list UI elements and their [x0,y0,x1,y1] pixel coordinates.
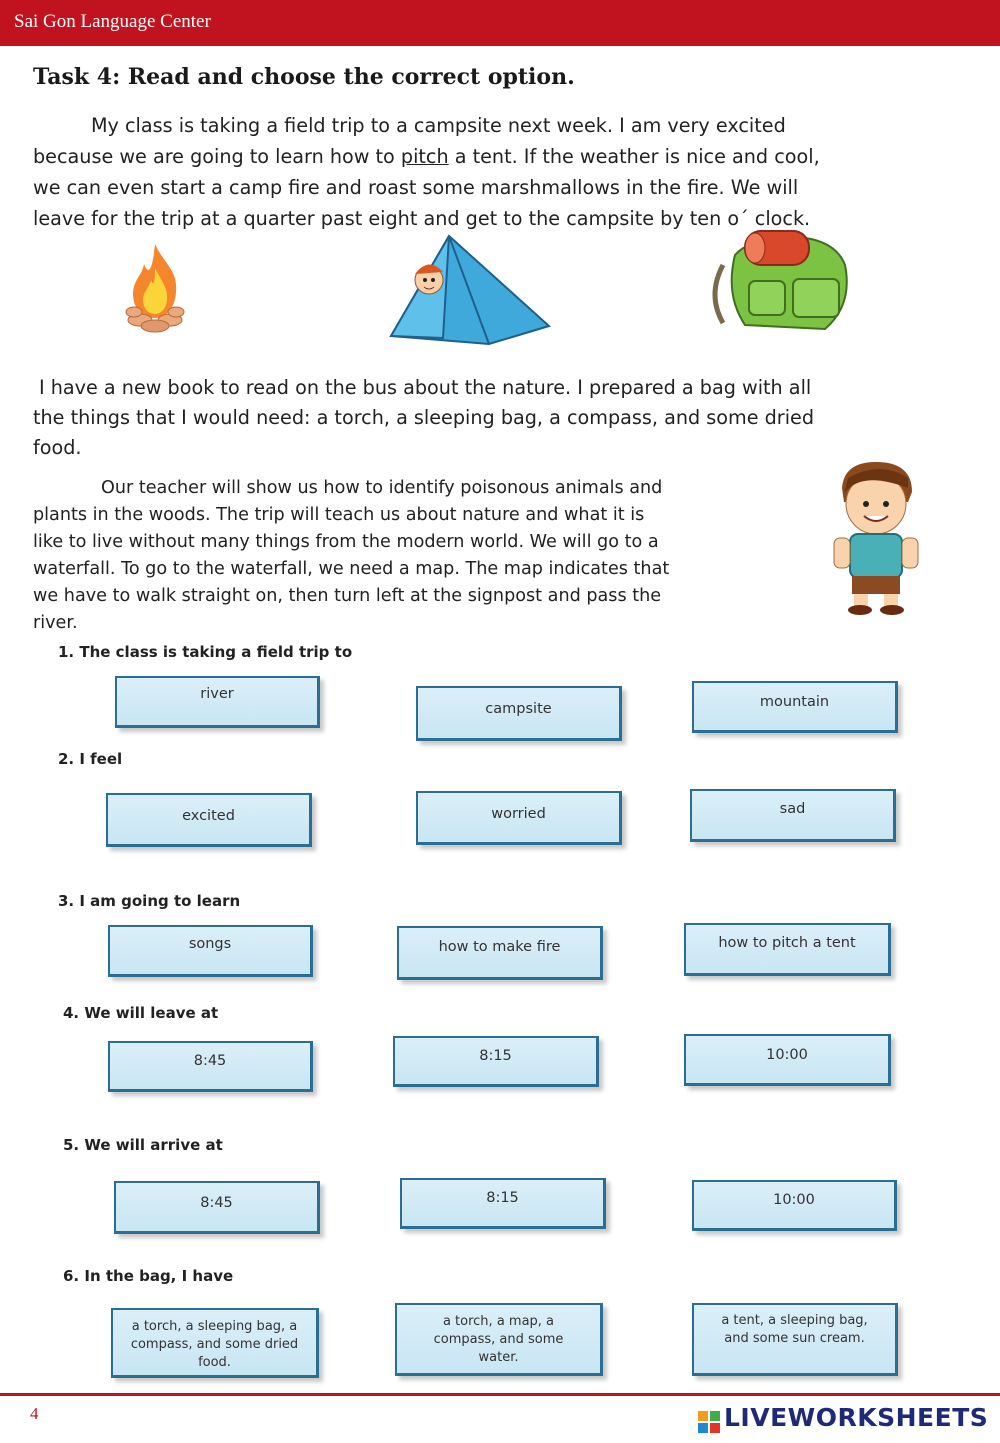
footer-divider [0,1393,1000,1396]
passage-line: My class is taking a field trip to a campsite next week. I am very excited [91,114,786,137]
center-name: Sai Gon Language Center [14,11,211,32]
passage-line: food. [33,436,82,459]
passage-line: river. [33,613,78,633]
q6-option-torch-map[interactable]: a torch, a map, a compass, and some water. [395,1303,603,1376]
q5-option-845[interactable]: 8:45 [114,1181,320,1234]
q4-option-815[interactable]: 8:15 [393,1036,599,1087]
passage-line: like to live without many things from the modern world. We will go to a [33,532,659,552]
question-3-label: 3. I am going to learn [58,892,241,910]
passage-line [33,141,820,172]
question-2-label: 2. I feel [58,750,123,768]
passage-line: we can even start a camp fire and roast some marshmallows in the fire. We will [33,176,799,199]
q1-option-campsite[interactable]: campsite [416,686,622,741]
backpack-icon [705,225,863,335]
passage-paragraph-1 [33,110,820,234]
q2-option-excited[interactable]: excited [106,793,312,847]
campfire-icon [118,240,192,336]
page-number: 4 [30,1404,39,1423]
task-title: Task 4: Read and choose the correct option. [33,64,575,90]
liveworksheets-logo-icon [698,1411,720,1433]
underlined-word: pitch [400,145,449,168]
q2-option-worried[interactable]: worried [416,791,622,845]
passage-line: the things that I would need: a torch, a sleeping bag, a compass, and some dried [33,406,815,429]
q5-option-1000[interactable]: 10:00 [692,1180,897,1231]
passage-paragraph-2 [33,373,814,463]
q3-option-songs[interactable]: songs [108,925,313,977]
boy-icon [820,458,932,616]
passage-paragraph-3 [33,475,669,637]
passage-line: leave for the trip at a quarter past eight and get to the campsite by ten o´ clock. [33,207,811,230]
passage-text: because we are going to learn how to [33,145,401,168]
q4-option-1000[interactable]: 10:00 [684,1034,891,1086]
passage-line: Our teacher will show us how to identify poisonous animals and [101,478,663,498]
q2-option-sad[interactable]: sad [690,789,896,842]
q1-option-mountain[interactable]: mountain [692,681,898,733]
question-1-label: 1. The class is taking a field trip to [58,643,353,661]
tent-icon [385,230,555,350]
q1-option-river[interactable]: river [115,676,320,728]
question-6-label: 6. In the bag, I have [63,1267,234,1285]
q4-option-845[interactable]: 8:45 [108,1041,313,1092]
passage-line: we have to walk straight on, then turn left at the signpost and pass the [33,586,662,606]
header-bar [0,0,1000,46]
passage-text: a tent. If the weather is nice and cool, [448,145,820,168]
question-4-label: 4. We will leave at [63,1004,219,1022]
q6-option-tent-sun-cream[interactable]: a tent, a sleeping bag, and some sun cream. [692,1303,898,1376]
liveworksheets-brand[interactable]: LIVEWORKSHEETS [724,1403,989,1432]
question-5-label: 5. We will arrive at [63,1136,223,1154]
q5-option-815[interactable]: 8:15 [400,1178,606,1229]
passage-line: I have a new book to read on the bus about the nature. I prepared a bag with all [39,376,812,399]
passage-line: waterfall. To go to the waterfall, we need a map. The map indicates that [33,559,670,579]
passage-line: plants in the woods. The trip will teach us about nature and what it is [33,505,645,525]
q3-option-pitch-tent[interactable]: how to pitch a tent [684,923,891,976]
q3-option-make-fire[interactable]: how to make fire [397,926,603,980]
q6-option-torch-sleeping-bag[interactable]: a torch, a sleeping bag, a compass, and some dried food. [111,1308,319,1378]
